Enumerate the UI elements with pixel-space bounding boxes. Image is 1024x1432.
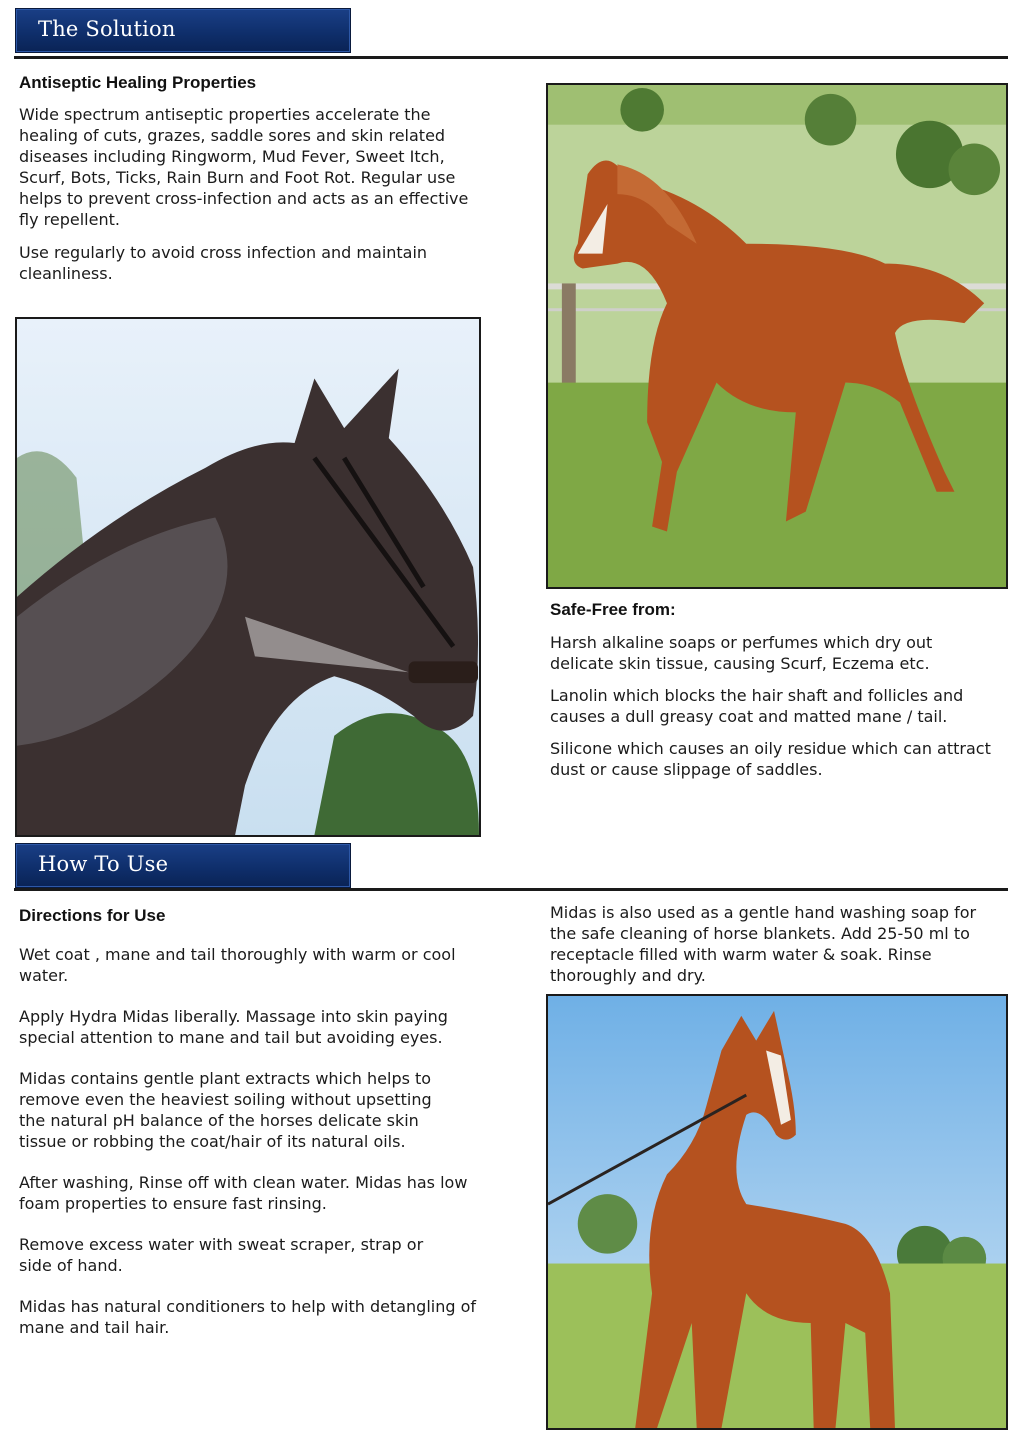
direction-plant-extracts: Midas contains gentle plant extracts which helps to remove even the heaviest soiling without upsetting the natural pH balance of the horses delicate skin tissue or robbing the coat/hair of its natural oils. — [19, 1069, 432, 1151]
safe-free-alkaline: Harsh alkaline soaps or perfumes which dry out delicate skin tissue, causing Scurf, Eczema etc. — [550, 633, 933, 673]
how-to-use-banner-title: How To Use — [38, 852, 169, 876]
solution-banner — [15, 8, 351, 53]
direction-remove-water: Remove excess water with sweat scraper, strap or side of hand. — [19, 1235, 424, 1275]
directions-heading: Directions for Use — [19, 906, 166, 925]
direction-conditioners: Midas has natural conditioners to help with detangling of mane and tail hair. — [19, 1297, 477, 1337]
safe-free-lanolin: Lanolin which blocks the hair shaft and follicles and causes a dull greasy coat and matted mane / tail. — [550, 686, 964, 726]
hand-washing-paragraph: Midas is also used as a gentle hand washing soap for the safe cleaning of horse blankets. Add 25-50 ml to receptacle filled with warm water & soak. Rinse thoroughly and dry. — [550, 903, 977, 985]
antiseptic-paragraph: Wide spectrum antiseptic properties accelerate the healing of cuts, grazes, saddle sores and skin related diseases including Ringworm, Mud Fever, Sweet Itch, Scurf, Bots, Ticks, Rain Burn and Foot Rot. Regular use helps to prevent cross-infection and acts as an effective fly repellent. — [19, 105, 469, 229]
how-to-use-divider — [14, 888, 1008, 891]
solution-divider — [14, 56, 1008, 59]
direction-apply: Apply Hydra Midas liberally. Massage into skin paying special attention to mane and tail but avoiding eyes. — [19, 1007, 448, 1047]
horse-standing-photo — [546, 994, 1008, 1430]
solution-banner-title: The Solution — [38, 17, 176, 41]
direction-rinse: After washing, Rinse off with clean water. Midas has low foam properties to ensure fast rinsing. — [19, 1173, 468, 1213]
how-to-use-banner — [15, 843, 351, 888]
safe-free-silicone: Silicone which causes an oily residue which can attract dust or cause slippage of saddles. — [550, 739, 991, 779]
safe-free-heading: Safe-Free from: — [550, 600, 676, 619]
horse-trotting-photo — [546, 83, 1008, 589]
horse-washing-photo — [15, 317, 481, 837]
direction-wet-coat: Wet coat , mane and tail thoroughly with warm or cool water. — [19, 945, 456, 985]
antiseptic-heading: Antiseptic Healing Properties — [19, 73, 257, 92]
cleanliness-paragraph: Use regularly to avoid cross infection and maintain cleanliness. — [19, 243, 428, 283]
